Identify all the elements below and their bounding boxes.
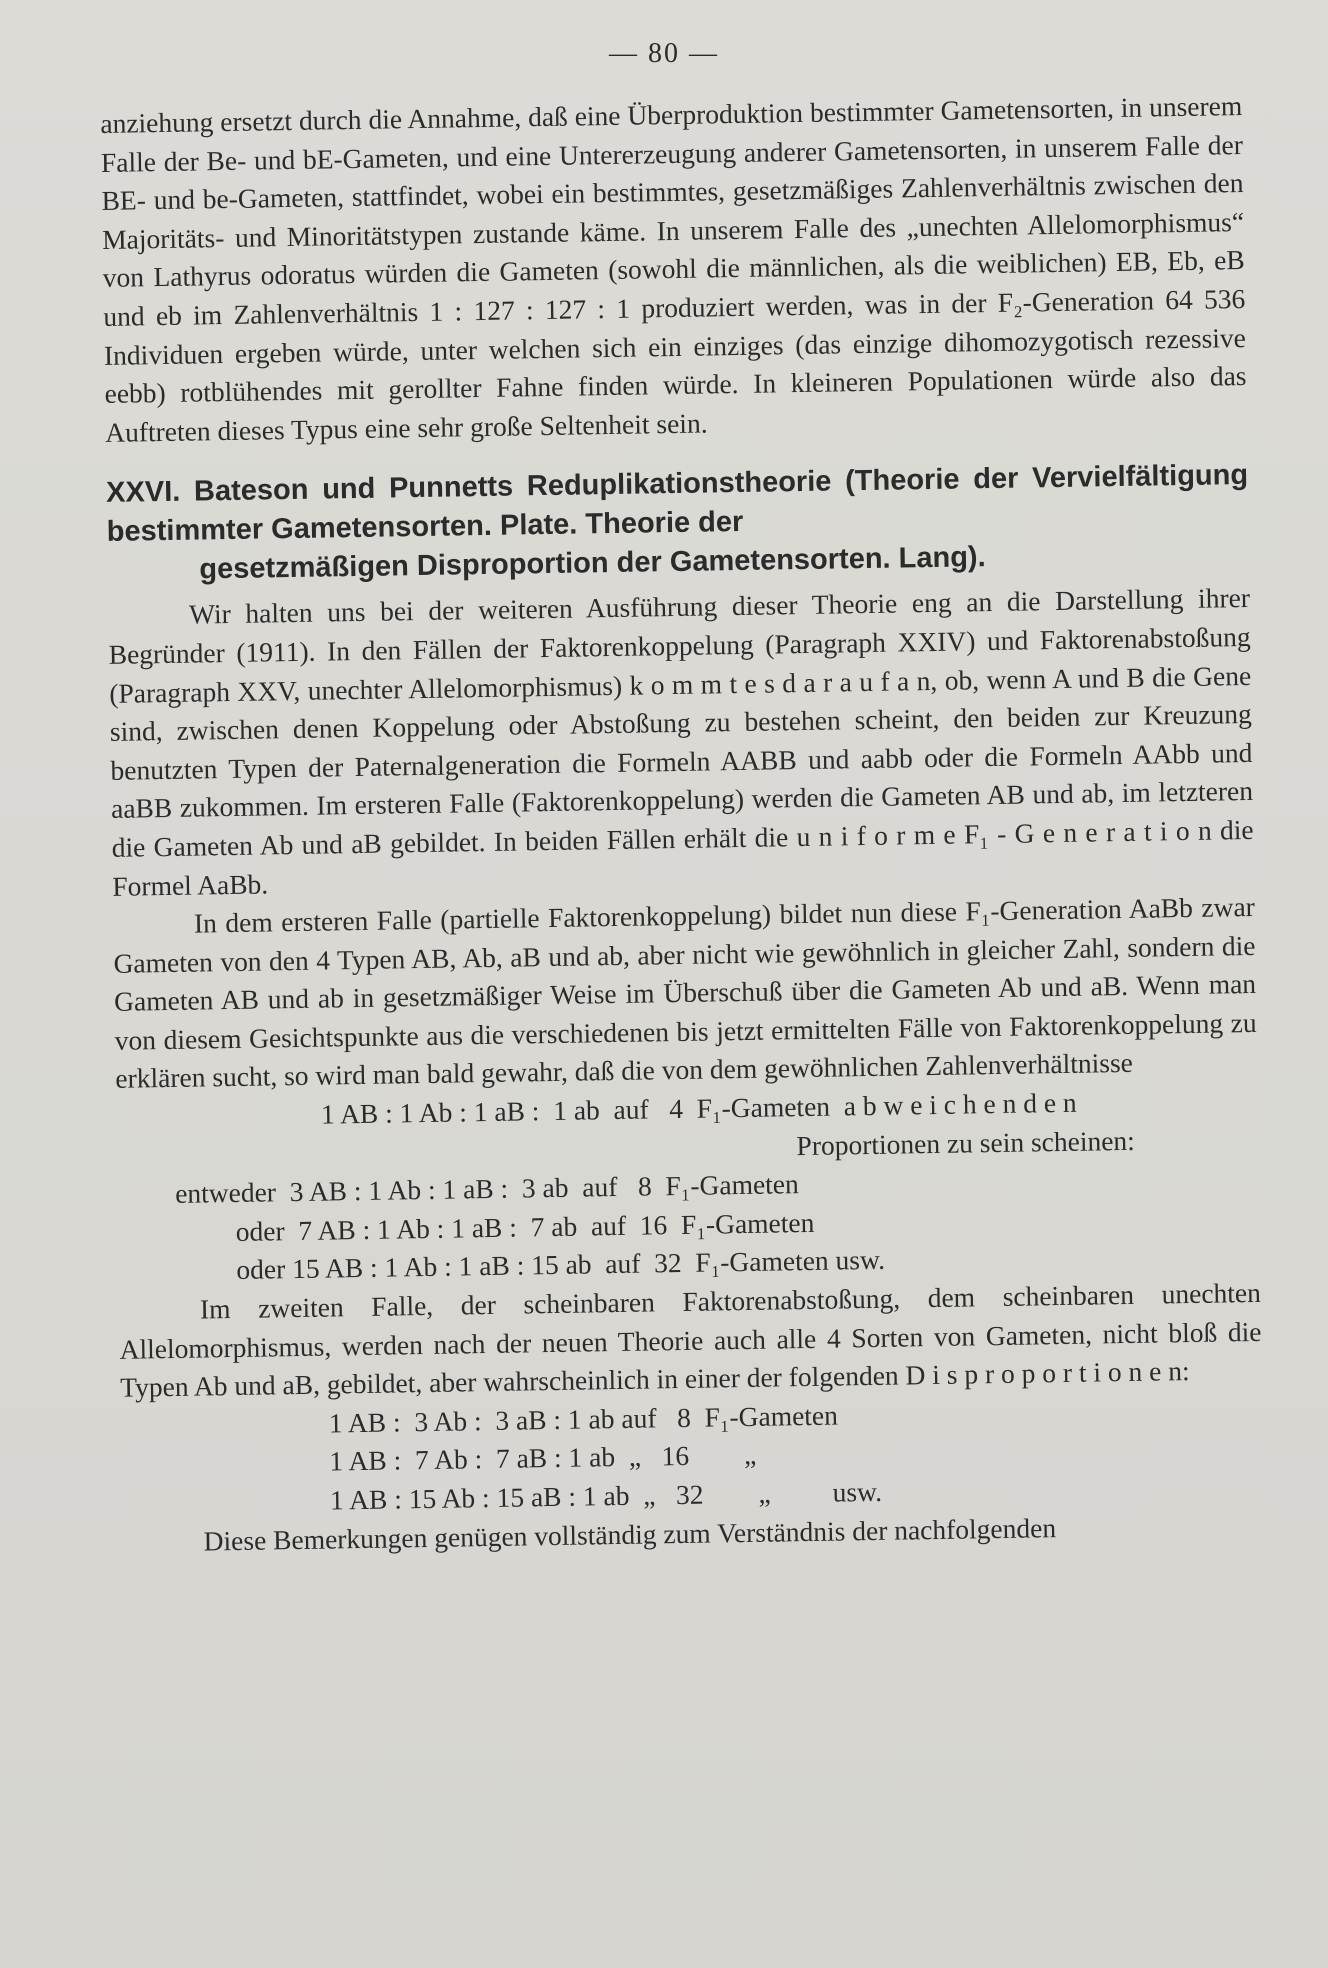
section-heading-line2: gesetzmäßigen Disproportion der Gametensorten. Lang). [199,541,986,586]
paragraph-repulsion: Im zweiten Falle, der scheinbaren Faktorenabstoßung, dem scheinbaren unechten Allelomorphismus, werden nach der neuen Theorie auch alle 4 Sorten von Gameten, nicht bloß die Typen Ab und aB, gebildet, aber wahrscheinlich in einer der folgenden D i s p r o p o r t i o n e n: [119,1276,1262,1404]
paragraph-coupling: In dem ersteren Falle (partielle Faktorenkoppelung) bildet nun diese F₁-Generation AaBb zwar Gameten von den 4 Typen AB, Ab, aB und ab, aber nicht wie gewöhnlich in gleicher Zahl, sondern die Gameten AB und ab in gesetzmäßiger Weise im Überschuß über die Gameten Ab und aB. Wenn man von diesem Gesichtspunkte aus die verschiedenen bis jetzt ermittelten Fälle von Faktorenkoppelung zu erklären sucht, so wird man bald gewahr, daß die von dem gewöhnlichen Zahlenverhältnisse [113,891,1257,1095]
paragraph-closing: Diese Bemerkungen genügen vollständig zum Verständnis der nachfolgenden [203,1511,1057,1557]
formula-ratio-16: oder 7 AB : 1 Ab : 1 aB : 7 ab auf 16 F₁-Gameten [235,1206,815,1247]
paragraph-intro: anziehung ersetzt durch die Annahme, daß eine Überproduktion bestimmter Gametensorten, in unserem Falle der Be- und bE-Gameten, und eine Untererzeugung anderer Gametensorten, in unserem Falle der BE- und be-Gameten, stattfindet, wobei ein bestimmtes, gesetzmäßiges Zahlenverhältnis zwischen den Majoritäts- und Minoritätstypen zustande käme. In unserem Falle des „unechten Allelomorphismus“ von Lathyrus odoratus würden die Gameten (sowohl die männlichen, als die weiblichen) EB, Eb, eB und eb im Zahlenverhältnis 1 : 127 : 127 : 1 produziert werden, was in der F₂-Generation 64 536 Individuen ergeben würde, unter welchen sich ein einziges (das einzige dihomozygotisch rezessive eebb) rotblühendes mit gerollter Fahne finden würde. In kleineren Populationen würde also das Auftreten dieses Typus eine sehr große Seltenheit sein. [100,90,1247,448]
formula-disproportion-16: 1 AB : 7 Ab : 7 aB : 1 ab „ 16 „ [329,1439,757,1477]
formula-normal-ratio: 1 AB : 1 Ab : 1 aB : 1 ab auf 4 F₁-Gameten a b w e i c h e n d e n [320,1086,1077,1130]
formula-disproportion-8: 1 AB : 3 Ab : 3 aB : 1 ab auf 8 F₁-Gameten [328,1399,839,1439]
paragraph-theory: Wir halten uns bei der weiteren Ausführung dieser Theorie eng an die Darstellung ihrer Begründer (1911). In den Fällen der Faktorenkoppelung (Paragraph XXIV) und Faktorenabstoßung (Paragraph XXV, unechter Allelomorphismus) k o m m t e s d a r a u f a n, ob, wenn A und B die Gene sind, zwischen denen Koppelung oder Abstoßung zu bestehen scheint, den beiden zur Kreuzung benutzten Typen der Paternalgeneration die Formeln AABB und aabb oder die Formeln AAbb und aaBB zukommen. Im ersteren Falle (Faktorenkoppelung) werden die Gameten AB und ab, im letzteren die Gameten Ab und aB gebildet. In beiden Fällen erhält die u n i f o r m e F₁ - G e n e r a t i o n die Formel AaBb. [108,582,1254,902]
page-number: — 80 — [609,38,719,69]
formula-normal-ratio-cont: Proportionen zu sein scheinen: [796,1124,1136,1161]
formula-ratio-32: oder 15 AB : 1 Ab : 1 aB : 15 ab auf 32 F₁-Gameten usw. [236,1244,886,1286]
section-heading-line1: XXVI. Bateson und Punnetts Reduplikationstheorie (Theorie der Vervielfältigung bestimmter Gametensorten. Plate. Theorie der [105,459,1249,549]
section-heading [106,456,1250,591]
formula-disproportion-32: 1 AB : 15 Ab : 15 aB : 1 ab „ 32 „ usw. [329,1475,883,1516]
formula-ratio-8: entweder 3 AB : 1 Ab : 1 aB : 3 ab auf 8 F₁-Gameten [174,1168,799,1210]
page-body [100,87,1265,1562]
